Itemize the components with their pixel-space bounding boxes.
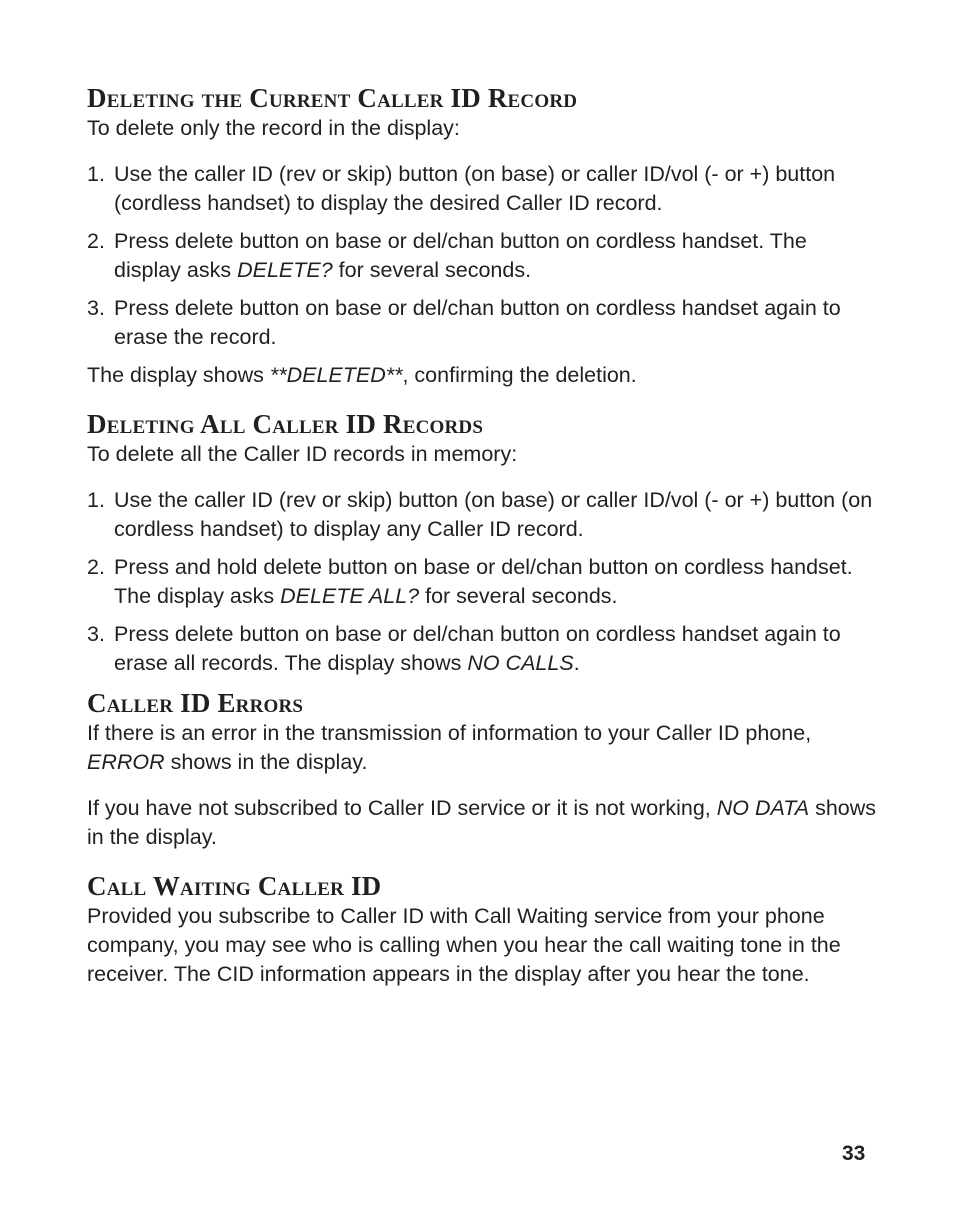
list-item: 1. Use the caller ID (rev or skip) button (on base) or caller ID/vol (- or +) button (on cordless handset) to display any Caller ID record. (87, 488, 873, 541)
list-item: 2. Press and hold delete button on base or del/chan button on cordless handset. The display asks DELETE ALL? for several seconds. (87, 555, 853, 608)
steps-delete-all (87, 486, 877, 678)
intro-delete-current: To delete only the record in the display: (87, 116, 460, 140)
para-error: If there is an error in the transmission of information to your Caller ID phone, ERROR shows in the display. (87, 721, 812, 774)
heading-call-waiting: Call Waiting Caller ID (87, 871, 382, 901)
page-number: 33 (842, 1142, 866, 1165)
intro-delete-all: To delete all the Caller ID records in memory: (87, 442, 518, 466)
list-item: 3. Press delete button on base or del/chan button on cordless handset again to erase all records. The display shows NO CALLS. (87, 622, 841, 675)
para-no-data: If you have not subscribed to Caller ID service or it is not working, NO DATA shows in the display. (87, 796, 877, 849)
outro-delete-current: The display shows **DELETED**, confirming the deletion. (87, 363, 637, 387)
heading-caller-id-errors: Caller ID Errors (87, 688, 304, 718)
para-call-waiting: Provided you subscribe to Caller ID with Call Waiting service from your phone company, you may see who is calling when you hear the call waiting tone in the receiver. The CID information appears in the display after you hear the tone. (87, 904, 841, 986)
page-content (87, 82, 877, 989)
heading-delete-all: Deleting All Caller ID Records (87, 409, 484, 439)
steps-delete-current (87, 160, 877, 352)
heading-delete-current: Deleting the Current Caller ID Record (87, 83, 578, 113)
list-item: 2. Press delete button on base or del/chan button on cordless handset. The display asks DELETE? for several seconds. (87, 229, 807, 282)
list-item: 3. Press delete button on base or del/chan button on cordless handset again to erase the record. (87, 296, 841, 349)
list-item: 1. Use the caller ID (rev or skip) button (on base) or caller ID/vol (- or +) button (cordless handset) to display the desired Caller ID record. (87, 162, 836, 215)
